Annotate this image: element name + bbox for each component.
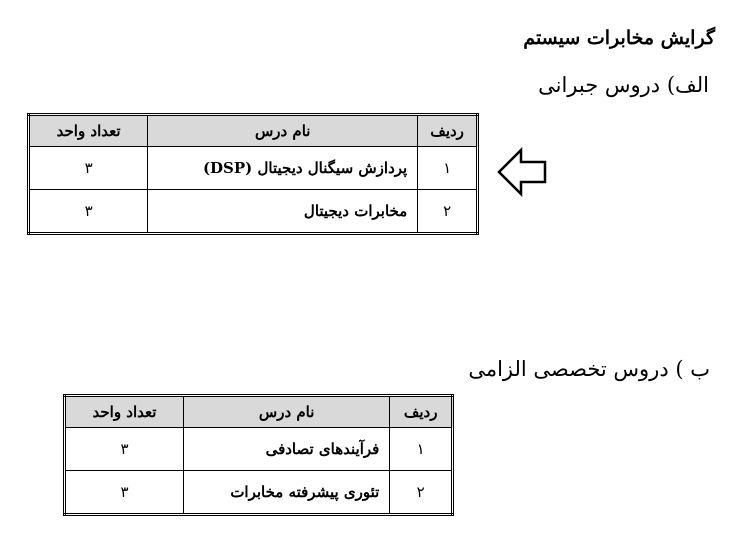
table-row bbox=[65, 471, 453, 515]
course-name: فرآیندهای تصادفی bbox=[183, 428, 389, 471]
header-row-number: ردیف bbox=[418, 115, 478, 147]
page-title: گرایش مخابرات سیستم bbox=[523, 27, 715, 49]
table-row bbox=[65, 428, 453, 471]
required-courses-table bbox=[63, 394, 454, 516]
row-number: ۱ bbox=[418, 147, 478, 190]
course-name: پردازش سیگنال دیجیتال (DSP) bbox=[148, 147, 418, 190]
table-header-row bbox=[65, 396, 453, 428]
compensatory-courses-table bbox=[27, 113, 479, 235]
left-arrow-icon bbox=[496, 146, 548, 198]
course-name: مخابرات دیجیتال bbox=[148, 190, 418, 234]
table-header-row bbox=[29, 115, 478, 147]
header-units: تعداد واحد bbox=[65, 396, 184, 428]
header-course-name: نام درس bbox=[183, 396, 389, 428]
section-b-title: ب ) دروس تخصصی الزامی bbox=[468, 357, 710, 381]
course-units: ۳ bbox=[65, 471, 184, 515]
course-units: ۳ bbox=[65, 428, 184, 471]
table-row bbox=[29, 147, 478, 190]
course-name: تئوری پیشرفته مخابرات bbox=[183, 471, 389, 515]
row-number: ۲ bbox=[390, 471, 453, 515]
course-units: ۳ bbox=[29, 190, 148, 234]
course-units: ۳ bbox=[29, 147, 148, 190]
section-a-title: الف) دروس جبرانی bbox=[538, 73, 709, 97]
row-number: ۲ bbox=[418, 190, 478, 234]
header-course-name: نام درس bbox=[148, 115, 418, 147]
header-units: تعداد واحد bbox=[29, 115, 148, 147]
header-row-number: ردیف bbox=[390, 396, 453, 428]
table-row bbox=[29, 190, 478, 234]
row-number: ۱ bbox=[390, 428, 453, 471]
